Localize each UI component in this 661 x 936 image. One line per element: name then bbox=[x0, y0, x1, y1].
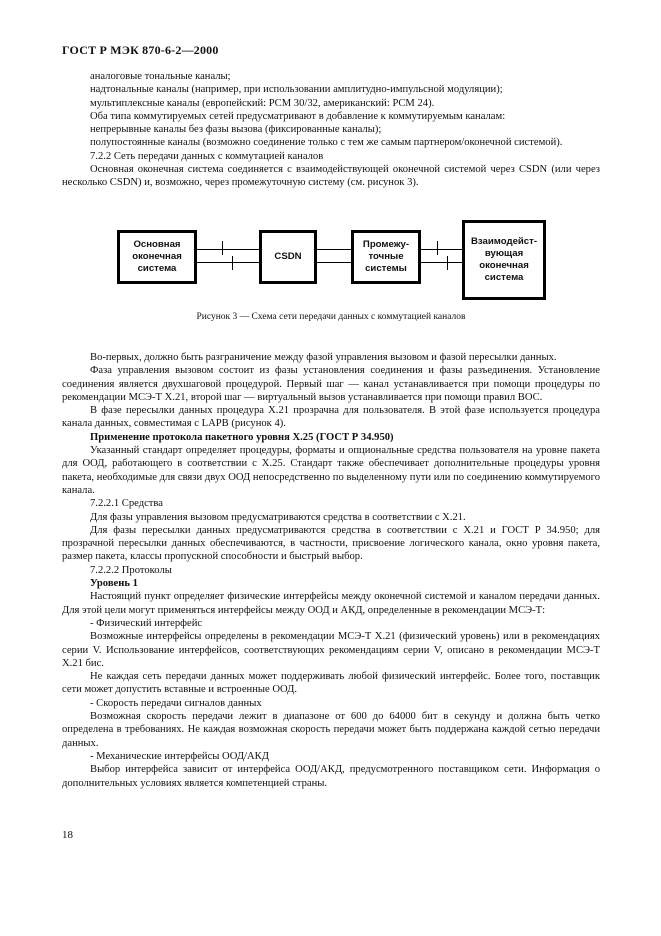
paragraph: Выбор интерфейса зависит от интерфейса ООД/АКД, предусмотренного поставщиком сети. Информация о дополнительных условиях является компетенцией страны. bbox=[62, 764, 600, 789]
paragraph: аналоговые тональные каналы; bbox=[90, 71, 231, 82]
subsection-heading: Уровень 1 bbox=[90, 578, 138, 590]
intermediate-systems-box bbox=[351, 230, 421, 284]
main-end-system-box bbox=[117, 230, 197, 284]
paragraph: Оба типа коммутируемых сетей предусматривают в добавление к коммутируемым каналам: bbox=[90, 110, 506, 122]
paragraph: Указанный стандарт определяет процедуры, форматы и опциональные средства пользователя на уровне пакета для ООД, работающего в соответствии с Х.25. Стандарт также обеспечивает дополнительные процедуры уровня пакета, необходимые для связи двух ООД непосредственно по выделенному пути или по соединению коммутируемого канала. bbox=[62, 445, 600, 496]
interface-tick bbox=[222, 241, 223, 255]
paragraph: Основная оконечная система соединяется с взаимодействующей оконечной системой через CSDN (или через несколько CSDN) и, возможно, через промежуточную систему (см. рисунок 3). bbox=[62, 164, 600, 189]
network-diagram bbox=[62, 210, 600, 310]
figure-caption: Рисунок 3 — Схема сети передачи данных с коммутацией каналов bbox=[196, 312, 466, 322]
box-label: Основная оконечная система bbox=[132, 239, 182, 274]
main-text-block bbox=[62, 351, 600, 790]
page-number: 18 bbox=[62, 829, 73, 841]
connector-line bbox=[317, 262, 351, 263]
interface-tick bbox=[447, 256, 448, 270]
section-heading: 7.2.2.1 Средства bbox=[90, 498, 163, 510]
connector-line bbox=[421, 262, 462, 263]
paragraph: непрерывные каналы без фазы вызова (фиксированные каналы); bbox=[90, 124, 382, 136]
interface-tick bbox=[437, 241, 438, 255]
box-label: Взаимодейст- вующая оконечная система bbox=[470, 236, 538, 283]
paragraph: надтональные каналы (например, при использовании амплитудно-импульсной модуляции); bbox=[90, 84, 503, 96]
paragraph: Возможная скорость передачи лежит в диапазоне от 600 до 64000 бит в секунду и должна быть четко определена в требованиях. Не каждая возможная скорость передачи может быть поддержана каждой сетью передачи данных. bbox=[62, 711, 600, 749]
paragraph: Возможные интерфейсы определены в рекомендации МСЭ-Т Х.21 (физический уровень) или в рекомендациях серии V. Использование интерфейсов, соответствующих рекомендациям серии V, описано в рекомендации МСЭ-Т Х.21 бис. bbox=[62, 631, 600, 669]
document-header: ГОСТ Р МЭК 870-6-2—2000 bbox=[62, 43, 219, 57]
box-label: Промежу- точные системы bbox=[362, 239, 410, 274]
section-heading: 7.2.2.2 Протоколы bbox=[90, 564, 172, 576]
subsection-heading: Применение протокола пакетного уровня Х.25 (ГОСТ Р 34.950) bbox=[90, 431, 394, 443]
box-label: CSDN bbox=[274, 251, 302, 262]
csdn-box bbox=[259, 230, 317, 284]
cooperating-end-system-box bbox=[462, 220, 546, 300]
section-heading: 7.2.2 Сеть передачи данных с коммутацией каналов bbox=[90, 150, 324, 162]
paragraph: Для фазы пересылки данных предусматриваются средства в соответствии с Х.21 и ГОСТ Р 34.950; для прозрачной пересылки данных обеспечиваются, в частности, присвоение логического канала, окно уровня пакета, размер пакета, классы пропускной способности и быстрый выбор. bbox=[62, 524, 600, 563]
connector-line bbox=[197, 249, 259, 250]
connector-line bbox=[421, 249, 462, 250]
connector-line bbox=[197, 262, 259, 263]
list-item: - Физический интерфейс bbox=[90, 617, 203, 629]
paragraph: Настоящий пункт определяет физические интерфейсы между оконечной системой и каналом передачи данных. Для этой цели могут применяться интерфейсы между ООД и АКД, определенные в рекомендации МСЭ-Т: bbox=[62, 591, 600, 616]
paragraph: Для фазы управления вызовом предусматриваются средства в соответствии с Х.21. bbox=[90, 511, 466, 523]
paragraph: Не каждая сеть передачи данных может поддерживать любой физический интерфейс. Более того, поставщик сети может допустить вставные и встроенные ООД. bbox=[62, 671, 600, 696]
list-item: - Скорость передачи сигналов данных bbox=[90, 697, 262, 709]
paragraph: полупостоянные каналы (возможно соединение только с тем же самым партнером/оконечной системой). bbox=[90, 137, 563, 149]
connector-line bbox=[317, 249, 351, 250]
top-text-block bbox=[62, 70, 600, 190]
list-item: - Механические интерфейсы ООД/АКД bbox=[90, 750, 269, 762]
interface-tick bbox=[232, 256, 233, 270]
paragraph: В фазе пересылки данных процедура Х.21 прозрачна для пользователя. В этой фазе используется процедура канала данных, совместимая с LAPB (рисунок 4). bbox=[62, 405, 600, 430]
paragraph: Во-первых, должно быть разграничение между фазой управления вызовом и фазой пересылки данных. bbox=[90, 352, 557, 363]
paragraph: мультиплексные каналы (европейский: PCM 30/32, американский: PCM 24). bbox=[90, 97, 435, 109]
paragraph: Фаза управления вызовом состоит из фазы установления соединения и фазы разъединения. Установление соединения является двухшаговой процедурой. Первый шаг — канал устанавливается при помощи процедуры по рекомендации МСЭ-Т Х.21, второй шаг — виртуальный вызов устанавливается при помощи правил ВОС. bbox=[62, 365, 600, 403]
